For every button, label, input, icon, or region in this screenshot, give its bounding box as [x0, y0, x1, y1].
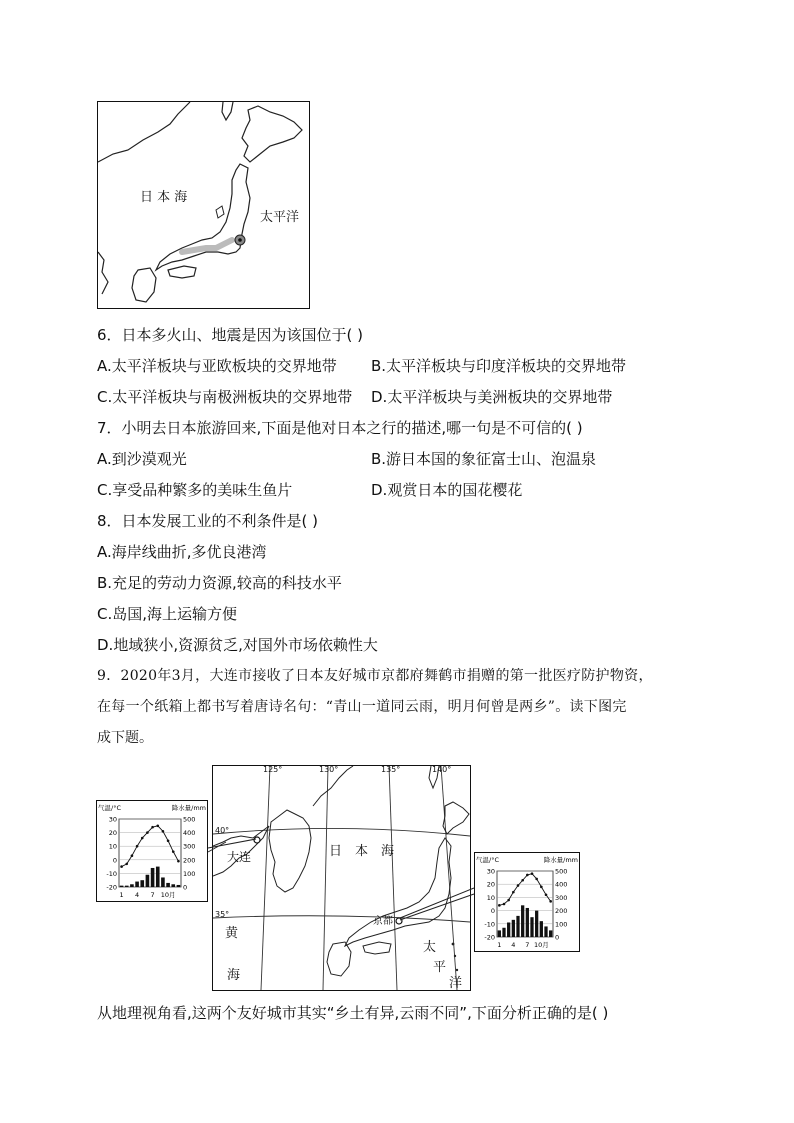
- kyoto-precip-bar: [535, 911, 538, 937]
- kyoto-precip-tick: 500: [555, 867, 568, 876]
- kyoto-temp-point: [526, 874, 529, 877]
- dalian-temp-tick: -20: [106, 883, 117, 892]
- q7-option-c: C.享受品种繁多的美味生鱼片: [97, 481, 293, 499]
- kyoto-temp-point: [545, 893, 548, 896]
- kyoto-precip-bar: [549, 930, 552, 937]
- label-pacific: 太平洋: [260, 210, 300, 225]
- dalian-temp-point: [146, 831, 149, 834]
- dalian-precip-tick: 200: [183, 856, 196, 865]
- dalian-precip-bar: [161, 877, 165, 887]
- q8-option-a: A.海岸线曲折,多优良港湾: [97, 543, 267, 561]
- sea-of-japan-label: 日 本 海: [329, 844, 395, 859]
- dalian-precip-tick: 0: [183, 883, 188, 892]
- climate-chart-kyoto: [474, 852, 580, 952]
- kyoto-temp-point: [535, 878, 538, 881]
- kyoto-temp-line: [499, 874, 550, 906]
- climate-chart-kyoto-svg: [475, 853, 579, 951]
- dalian-precip-tick: 100: [183, 869, 196, 878]
- kyoto-precip-bar: [530, 917, 533, 937]
- lon-140: 140°: [432, 765, 452, 774]
- dalian-precip-bar: [156, 867, 160, 887]
- q9-question: 从地理视角看,这两个友好城市其实“乡土有异,云雨不同”,下面分析正确的是( ): [97, 1004, 609, 1022]
- dalian-temp-point: [156, 825, 159, 828]
- dalian-temp-point: [136, 845, 139, 848]
- dalian-precip-tick: 300: [183, 842, 196, 851]
- dalian-temp-point: [120, 865, 123, 868]
- kyoto-precip-tick: 0: [555, 933, 560, 942]
- dalian-temp-tick: -10: [106, 869, 117, 878]
- kyoto-temp-point: [531, 872, 534, 875]
- city-kyoto-label: 京都: [373, 916, 393, 927]
- kyoto-precip-tick: 200: [555, 907, 568, 916]
- q6-stem: 6．日本多火山、地震是因为该国位于( ): [97, 326, 364, 344]
- kyoto-precip-bar: [507, 922, 510, 937]
- kyoto-temp-point: [498, 904, 501, 907]
- kyoto-precip-bar: [512, 920, 515, 937]
- yellow-sea-label-2: 海: [227, 968, 241, 983]
- kyoto-month-tick: 10月: [533, 941, 549, 949]
- q9-intro-line2: 在每一个纸箱上都书写着唐诗名句：“青山一道同云雨，明月何曾是两乡”。读下图完: [97, 699, 627, 715]
- dalian-temp-point: [172, 850, 175, 853]
- pacific-label-1: 太: [423, 940, 437, 955]
- kyoto-month-tick: 1: [497, 941, 502, 949]
- kyoto-temp-tick: 20: [486, 880, 495, 889]
- dalian-month-tick: 7: [150, 891, 155, 899]
- kyoto-precip-bar: [521, 905, 524, 937]
- dalian-temp-tick: 0: [112, 856, 117, 865]
- kyoto-precip-tick: 400: [555, 880, 568, 889]
- kyoto-temp-point: [507, 899, 510, 902]
- dalian-plot-frame: [119, 819, 181, 887]
- dalian-precip-bar: [135, 882, 139, 887]
- kyoto-temp-tick: 10: [486, 893, 495, 902]
- q7-option-b: B.游日本国的象征富士山、泡温泉: [371, 450, 597, 468]
- kyoto-temp-tick: -20: [484, 933, 495, 942]
- dalian-temp-point: [151, 826, 154, 829]
- q7-option-d: D.观赏日本的国花樱花: [371, 481, 523, 499]
- lon-135: 135°: [381, 765, 401, 774]
- q8-option-c: C.岛国,海上运输方便: [97, 605, 238, 623]
- dalian-temp-tick: 10: [108, 842, 117, 851]
- q6-option-b: B.太平洋板块与印度洋板块的交界地带: [371, 357, 627, 375]
- kyoto-precip-axis-label: 降水量/mm: [543, 856, 578, 864]
- q9-intro-line3: 成下题。: [97, 730, 153, 746]
- q6-option-a: A.太平洋板块与亚欧板块的交界地带: [97, 357, 337, 375]
- lon-130: 130°: [319, 765, 339, 774]
- kyoto-temp-axis-label: 气温/°C: [476, 856, 499, 864]
- q9-intro-line1: 9．2020年3月，大连市接收了日本友好城市京都府舞鹤市捐赠的第一批医疗防护物资，: [97, 668, 653, 684]
- kyoto-precip-tick: 100: [555, 920, 568, 929]
- q6-option-d: D.太平洋板块与美洲板块的交界地带: [371, 388, 613, 406]
- kyoto-temp-tick: 0: [490, 907, 495, 916]
- kyoto-temp-point: [521, 879, 524, 882]
- kyoto-temp-tick: -10: [484, 920, 495, 929]
- dalian-precip-axis-label: 降水量/mm: [171, 804, 206, 812]
- dalian-month-tick: 1: [119, 891, 124, 899]
- kyoto-temp-tick: 30: [486, 867, 495, 876]
- dalian-precip-tick: 400: [183, 829, 196, 838]
- yellow-sea-label-1: 黄: [225, 926, 239, 941]
- kyoto-temp-point: [540, 886, 543, 889]
- dalian-temp-point: [125, 863, 128, 866]
- dalian-month-tick: 10月: [160, 891, 176, 899]
- dalian-temp-axis-label: 气温/°C: [98, 804, 121, 812]
- q7-stem: 7．小明去日本旅游回来,下面是他对日本之行的描述,哪一句是不可信的( ): [97, 419, 583, 437]
- kyoto-precip-tick: 300: [555, 893, 568, 902]
- dalian-precip-bar: [166, 883, 170, 887]
- dalian-precip-bar: [125, 886, 129, 887]
- pacific-label-2: 平: [433, 960, 447, 975]
- dalian-temp-tick: 20: [108, 829, 117, 838]
- dalian-precip-bar: [140, 880, 144, 887]
- dalian-temp-point: [131, 854, 134, 857]
- q7-option-a: A.到沙漠观光: [97, 450, 187, 468]
- dalian-precip-bar: [146, 875, 150, 887]
- kyoto-month-tick: 7: [525, 941, 530, 949]
- q8-option-b: B.充足的劳动力资源,较高的科技水平: [97, 574, 342, 592]
- q6-option-c: C.太平洋板块与南极洲板块的交界地带: [97, 388, 353, 406]
- kyoto-temp-point: [549, 900, 552, 903]
- kyoto-temp-point: [512, 891, 515, 894]
- dalian-precip-bar: [151, 868, 155, 887]
- kyoto-precip-bar: [540, 921, 543, 937]
- dalian-temp-point: [167, 839, 170, 842]
- lat-40: 40°: [215, 826, 230, 835]
- dalian-precip-bar: [171, 884, 175, 887]
- dalian-month-tick: 4: [135, 891, 140, 899]
- dalian-precip-bar: [177, 885, 181, 887]
- q8-stem: 8．日本发展工业的不利条件是( ): [97, 512, 319, 530]
- dalian-temp-point: [177, 860, 180, 863]
- kyoto-precip-bar: [544, 926, 547, 937]
- climate-chart-dalian: [96, 800, 208, 902]
- pacific-label-3: 洋: [449, 976, 463, 991]
- dalian-precip-tick: 500: [183, 815, 196, 824]
- q8-option-d: D.地域狭小,资源贫乏,对国外市场依赖性大: [97, 636, 378, 654]
- city-dalian-label: 大连: [227, 850, 252, 864]
- kyoto-precip-bar: [516, 916, 519, 937]
- dalian-temp-point: [162, 830, 165, 833]
- label-sea-of-japan: 日 本 海: [140, 190, 188, 205]
- climate-chart-dalian-svg: [97, 801, 207, 901]
- dalian-temp-tick: 30: [108, 815, 117, 824]
- dalian-temp-point: [141, 837, 144, 840]
- kyoto-precip-bar: [526, 908, 529, 937]
- lat-35: 35°: [215, 910, 230, 919]
- kyoto-temp-point: [503, 903, 506, 906]
- lon-125: 125°: [263, 765, 283, 774]
- kyoto-temp-point: [517, 884, 520, 887]
- dalian-precip-bar: [120, 886, 124, 887]
- kyoto-precip-bar: [502, 928, 505, 937]
- dalian-precip-bar: [130, 884, 134, 887]
- kyoto-month-tick: 4: [511, 941, 516, 949]
- kyoto-precip-bar: [498, 930, 501, 937]
